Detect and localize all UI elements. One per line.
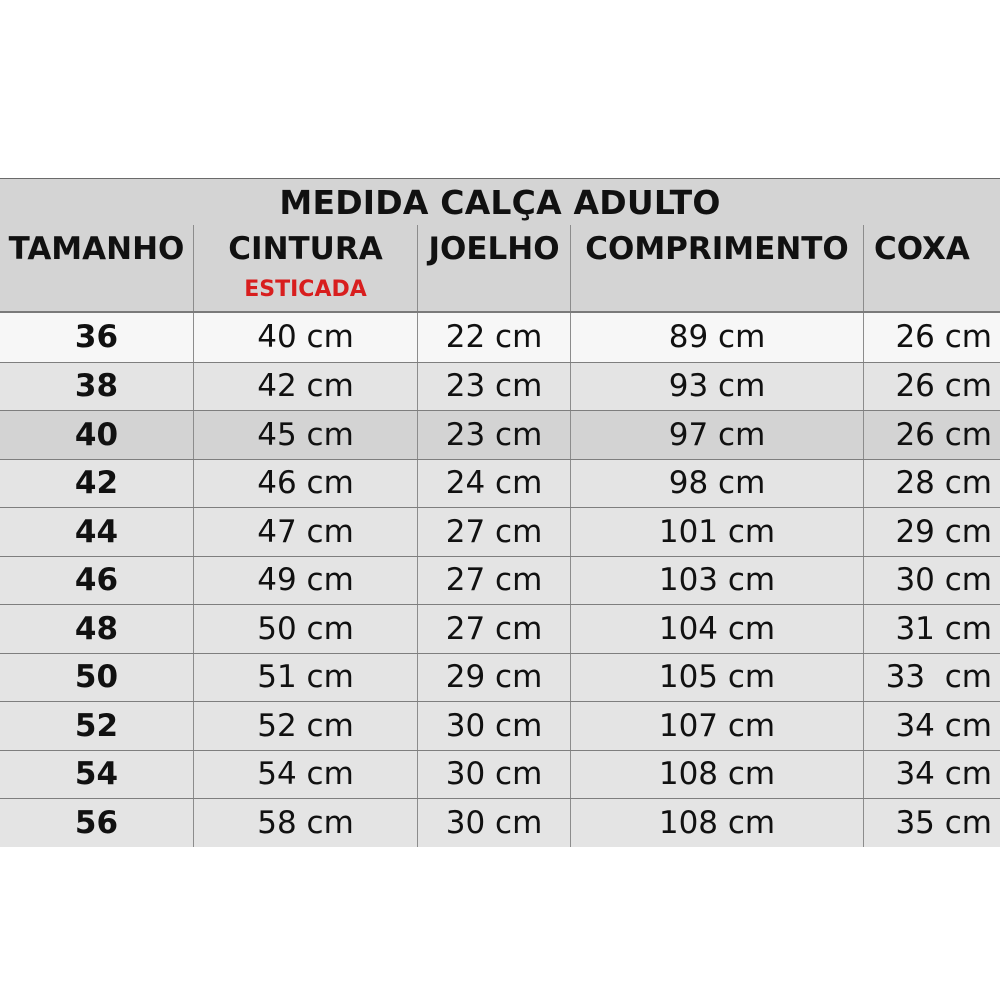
header-thigh-label: COXA: [874, 231, 970, 267]
cell-knee: 23 cm: [417, 411, 570, 459]
table-row: [0, 362, 1000, 411]
cell-size: 48: [74, 610, 119, 647]
table-row: [0, 798, 1000, 847]
table-title: [0, 179, 1000, 225]
cell-size: 54: [74, 756, 119, 793]
header-waist: [193, 225, 417, 311]
table-row: [0, 556, 1000, 605]
cell-knee: 27 cm: [417, 605, 570, 653]
cell-length: 89 cm: [570, 313, 863, 362]
table-row: [0, 604, 1000, 653]
cell-waist: 40 cm: [193, 313, 417, 362]
size-table: [0, 178, 1000, 847]
cell-waist: 52 cm: [193, 702, 417, 750]
cell-length: 108 cm: [570, 751, 863, 799]
header-thigh: [863, 225, 1000, 311]
cell-knee: 30 cm: [417, 799, 570, 847]
cell-waist: 49 cm: [193, 557, 417, 605]
cell-knee: 27 cm: [417, 508, 570, 556]
cell-knee: 30 cm: [417, 751, 570, 799]
cell-size: 44: [74, 513, 119, 550]
cell-knee: 30 cm: [417, 702, 570, 750]
table-row: [0, 507, 1000, 556]
cell-size: 46: [74, 562, 119, 599]
cell-thigh: 34 cm: [863, 702, 1000, 750]
cell-length: 97 cm: [570, 411, 863, 459]
cell-knee: 23 cm: [417, 363, 570, 411]
table-row: [0, 653, 1000, 702]
cell-thigh: 26 cm: [863, 363, 1000, 411]
table-row: [0, 313, 1000, 362]
header-knee: [417, 225, 570, 311]
header-waist-note: ESTICADA: [244, 277, 367, 302]
cell-thigh: 35 cm: [863, 799, 1000, 847]
cell-length: 98 cm: [570, 460, 863, 508]
header-size: [0, 225, 193, 311]
cell-length: 107 cm: [570, 702, 863, 750]
cell-thigh: 31 cm: [863, 605, 1000, 653]
header-waist-label: CINTURA: [228, 231, 383, 267]
cell-thigh: 26 cm: [863, 411, 1000, 459]
cell-length: 103 cm: [570, 557, 863, 605]
header-size-label: TAMANHO: [8, 231, 185, 267]
cell-knee: 24 cm: [417, 460, 570, 508]
cell-size: 50: [74, 659, 119, 696]
header-length: [570, 225, 863, 311]
cell-thigh: 26 cm: [863, 313, 1000, 362]
cell-waist: 58 cm: [193, 799, 417, 847]
cell-thigh: 33 cm: [863, 654, 1000, 702]
cell-size: 38: [74, 368, 119, 405]
table-row: [0, 750, 1000, 799]
cell-length: 105 cm: [570, 654, 863, 702]
cell-thigh: 34 cm: [863, 751, 1000, 799]
table-row: [0, 410, 1000, 459]
cell-size: 36: [74, 319, 119, 356]
cell-length: 93 cm: [570, 363, 863, 411]
cell-waist: 54 cm: [193, 751, 417, 799]
cell-length: 101 cm: [570, 508, 863, 556]
cell-length: 108 cm: [570, 799, 863, 847]
cell-waist: 50 cm: [193, 605, 417, 653]
header-length-label: COMPRIMENTO: [585, 231, 849, 267]
cell-waist: 42 cm: [193, 363, 417, 411]
cell-thigh: 30 cm: [863, 557, 1000, 605]
table-header: [0, 225, 1000, 313]
cell-knee: 29 cm: [417, 654, 570, 702]
cell-length: 104 cm: [570, 605, 863, 653]
cell-knee: 27 cm: [417, 557, 570, 605]
cell-waist: 45 cm: [193, 411, 417, 459]
cell-knee: 22 cm: [417, 313, 570, 362]
cell-size: 52: [74, 707, 119, 744]
cell-waist: 46 cm: [193, 460, 417, 508]
cell-size: 42: [74, 465, 119, 502]
cell-thigh: 29 cm: [863, 508, 1000, 556]
table-row: [0, 459, 1000, 508]
cell-waist: 51 cm: [193, 654, 417, 702]
header-knee-label: JOELHO: [428, 231, 560, 267]
cell-size: 40: [74, 416, 119, 453]
table-title-text: MEDIDA CALÇA ADULTO: [279, 182, 721, 222]
cell-size: 56: [74, 804, 119, 841]
cell-waist: 47 cm: [193, 508, 417, 556]
table-row: [0, 701, 1000, 750]
cell-thigh: 28 cm: [863, 460, 1000, 508]
